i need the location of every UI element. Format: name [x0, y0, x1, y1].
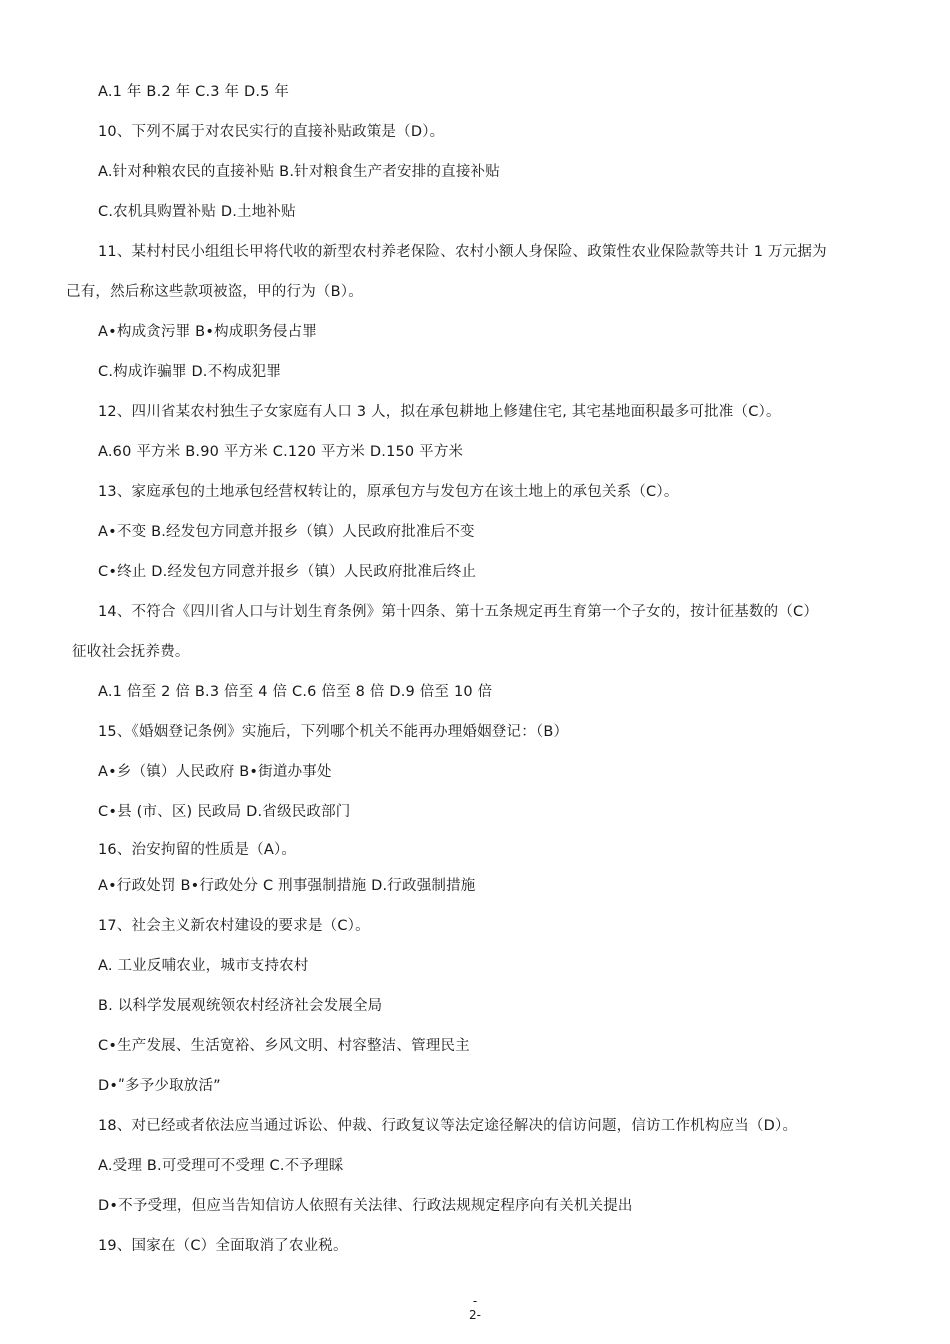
question-18-option-d: D•不予受理，但应当告知信访人依照有关法律、行政法规规定程序向有关机关提出 — [98, 1198, 633, 1214]
question-11-options-ab: A•构成贪污罪 B•构成职务侵占罪 — [98, 324, 317, 340]
question-10-options-cd: C.农机具购置补贴 D.土地补贴 — [98, 204, 296, 220]
question-11-options-cd: C.构成诈骗罪 D.不构成犯罪 — [98, 364, 282, 380]
question-17-option-a: A. 工业反哺农业，城市支持农村 — [98, 958, 309, 974]
question-14: 14、不符合《四川省人口与计划生育条例》第十四条、第十五条规定再生育第一个子女的，按计征基数的（C） — [98, 604, 819, 620]
question-13-options-cd: C•终止 D.经发包方同意并报乡（镇）人民政府批准后终止 — [98, 564, 477, 580]
question-10-options-ab: A.针对种粮农民的直接补贴 B.针对粮食生产者安排的直接补贴 — [98, 164, 500, 180]
text-line: A.1 年 B.2 年 C.3 年 D.5 年 — [98, 84, 290, 100]
question-13: 13、家庭承包的土地承包经营权转让的，原承包方与发包方在该土地上的承包关系（C）。 — [98, 484, 679, 500]
page-number: 2- — [469, 1308, 481, 1322]
page-footer-dash: - — [472, 1294, 478, 1308]
question-15-options-cd: C•县 (市、区) 民政局 D.省级民政部门 — [98, 804, 351, 820]
question-15: 15、《婚姻登记条例》实施后，下列哪个机关不能再办理婚姻登记：（B） — [98, 724, 569, 740]
question-12: 12、四川省某农村独生子女家庭有人口 3 人，拟在承包耕地上修建住宅, 其宅基地面积最多可批准（C）。 — [98, 404, 781, 420]
question-18-options-abc: A.受理 B.可受理可不受理 C.不予理睬 — [98, 1158, 344, 1174]
question-16: 16、治安拘留的性质是（A）。 — [98, 842, 297, 858]
question-16-options: A•行政处罚 B•行政处分 C 刑事强制措施 D.行政强制措施 — [98, 878, 476, 894]
question-19: 19、国家在（C）全面取消了农业税。 — [98, 1238, 348, 1254]
question-18: 18、对已经或者依法应当通过诉讼、仲裁、行政复议等法定途径解决的信访问题，信访工作机构应当（D）。 — [98, 1118, 798, 1134]
question-14-continued: 征收社会抚养费。 — [72, 644, 190, 660]
question-10: 10、下列不属于对农民实行的直接补贴政策是（D）。 — [98, 124, 445, 140]
question-15-options-ab: A•乡（镇）人民政府 B•街道办事处 — [98, 764, 332, 780]
question-17-option-c: C•生产发展、生活宽裕、乡风文明、村容整洁、管理民主 — [98, 1038, 470, 1054]
question-14-options: A.1 倍至 2 倍 B.3 倍至 4 倍 C.6 倍至 8 倍 D.9 倍至 10 倍 — [98, 684, 493, 700]
question-17-option-d: D•ʺ多予少取放活” — [98, 1078, 221, 1094]
question-11-continued: 己有，然后称这些款项被盗，甲的行为（B）。 — [66, 284, 363, 300]
question-17: 17、社会主义新农村建设的要求是（C）。 — [98, 918, 370, 934]
question-13-options-ab: A•不变 B.经发包方同意并报乡（镇）人民政府批准后不变 — [98, 524, 475, 540]
question-12-options: A.60 平方米 B.90 平方米 C.120 平方米 D.150 平方米 — [98, 444, 464, 460]
question-17-option-b: B. 以科学发展观统领农村经济社会发展全局 — [98, 998, 383, 1014]
question-11: 11、某村村民小组组长甲将代收的新型农村养老保险、农村小额人身保险、政策性农业保险款等共计 1 万元据为 — [98, 244, 827, 260]
